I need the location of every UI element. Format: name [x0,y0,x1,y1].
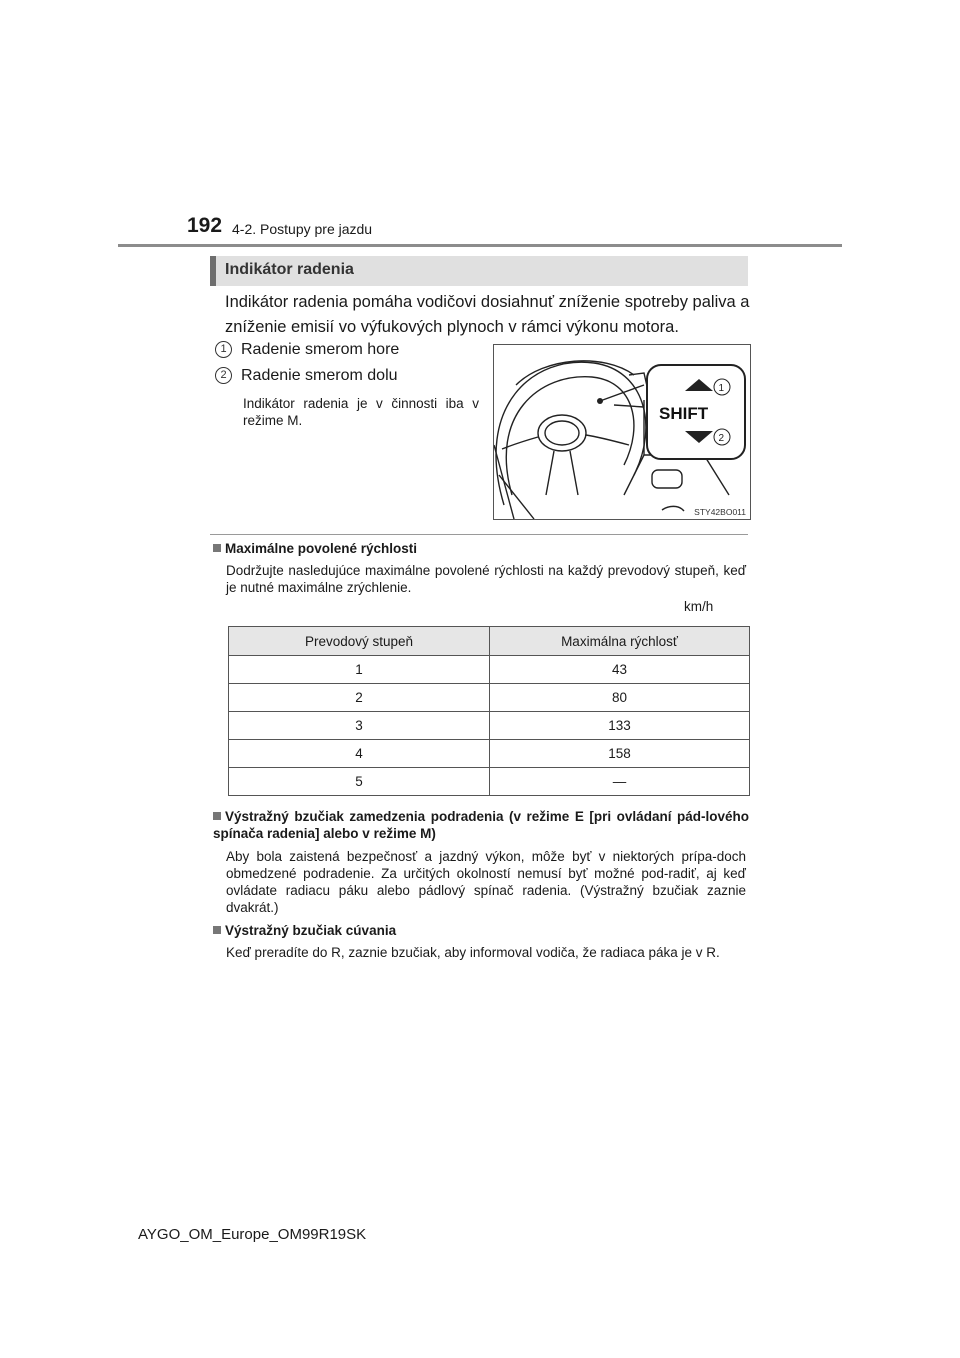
gear-cell: 3 [229,712,490,740]
indicator-location-dot [597,398,603,404]
reverse-buzzer-heading [213,922,753,939]
gear-cell: 5 [229,768,490,796]
table-row [229,740,750,768]
section-title-bar [210,256,748,286]
item-upshift-label: Radenie smerom hore [241,341,400,358]
steering-wheel-rim [496,362,646,505]
downshift-buzzer-heading [213,808,749,842]
chapter-title: 4-2. Postupy pre jazdu [232,221,373,237]
bullet-square-icon [213,926,221,934]
shift-indicator-figure [493,344,751,520]
item-number-2: 2 [215,367,232,384]
table-row [229,712,750,740]
max-speeds-heading [213,540,753,557]
bullet-square-icon [213,544,221,552]
downshift-buzzer-text: Aby bola zaistená bezpečnosť a jazdný výkon, môže byť v niektorých prípa-doch obmedzené podradenie. Za určitých okolností nemusí byť možné pod-radiť, aj keď ovládate radiacu páku alebo pádlový spínač radenia. (Výstražný bzučiak zaznie dvakrát.) [226,849,746,915]
column-header-gear: Prevodový stupeň [229,627,490,656]
gear-cell: 2 [229,684,490,712]
column-header-max-speed: Maximálna rýchlosť [490,627,750,656]
callout-number-2: 2 [718,433,725,444]
downshift-buzzer-heading-text: Výstražný bzučiak zamedzenia podradenia (v režime E [pri ovládaní pád-lového spínača radenia] alebo v režime M) [213,809,749,841]
speed-cell: 158 [490,740,750,768]
gear-cell: 1 [229,656,490,684]
section-title: Indikátor radenia [225,261,354,278]
speed-cell: 133 [490,712,750,740]
section-accent [210,256,216,286]
item-downshift-label: Radenie smerom dolu [241,367,398,384]
gear-cell: 4 [229,740,490,768]
reverse-buzzer-heading-text: Výstražný bzučiak cúvania [225,923,397,938]
item-upshift [215,341,399,359]
table-row [229,768,750,796]
item-downshift [215,367,398,385]
section-intro: Indikátor radenia pomáha vodičovi dosiahnuť zníženie spotreby paliva a zníženie emisií vo výfukových plynoch v rámci výkonu motora. [225,293,750,336]
speed-cell: — [490,768,750,796]
speed-cell: 43 [490,656,750,684]
section-note: Indikátor radenia je v činnosti iba v režime M. [243,396,479,428]
callout-number-1: 1 [718,383,725,394]
table-row [229,656,750,684]
document-id: AYGO_OM_Europe_OM99R19SK [138,1226,367,1243]
max-speeds-heading-text: Maximálne povolené rýchlosti [225,541,418,556]
max-speeds-text: Dodržujte nasledujúce maximálne povolené rýchlosti na každý prevodový stupeň, keď je nutné maximálne zrýchlenie. [226,563,746,595]
dashboard-illustration [494,345,750,519]
reverse-buzzer-text: Keď preradíte do R, zaznie bzučiak, aby informoval vodiča, že radiaca páka je v R. [226,945,720,960]
subsection-rule [210,534,748,535]
shift-label: SHIFT [659,404,709,423]
header-rule [118,244,842,247]
speed-unit: km/h [684,599,714,614]
page-number: 192 [187,214,223,237]
figure-code: STY42BO011 [694,507,746,517]
table-header-row [229,627,750,656]
speed-cell: 80 [490,684,750,712]
item-number-1: 1 [215,341,232,358]
max-speeds-table [228,626,750,796]
bullet-square-icon [213,812,221,820]
table-row [229,684,750,712]
